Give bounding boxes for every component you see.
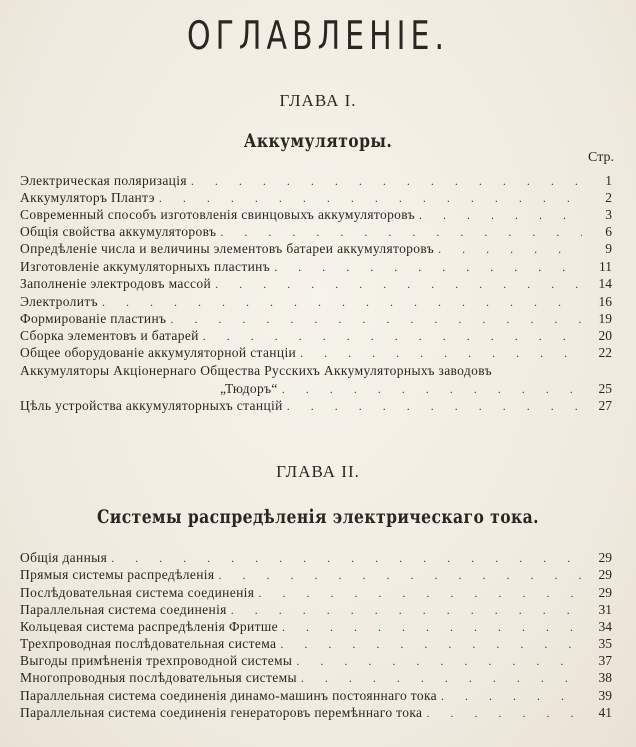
- dot-leader: [280, 637, 582, 652]
- toc-entry: [20, 190, 612, 208]
- page-title: ОГЛАВЛЕНІЕ.: [187, 14, 449, 60]
- dot-leader: [282, 382, 582, 397]
- toc-entry-text: Общія данныя: [20, 550, 108, 565]
- toc-entry-text: Электрическая поляризація: [20, 173, 187, 188]
- toc-entry-page: 38: [598, 670, 612, 685]
- toc-entry-text: „Тюдоръ“: [220, 381, 278, 396]
- toc-entry-page: 22: [598, 345, 612, 360]
- toc-entry-text: Аккумуляторы Акціонернаго Общества Русскихъ Аккумуляторныхъ заводовъ: [20, 363, 492, 378]
- toc-entry: [20, 602, 612, 620]
- toc-entry: [20, 653, 612, 671]
- toc-entry-page: 20: [598, 328, 612, 343]
- dot-leader: [102, 295, 582, 310]
- dot-leader: [274, 260, 582, 275]
- toc-entry-text: Кольцевая система распредѣленія Фритше: [20, 619, 278, 634]
- dot-leader: [159, 191, 582, 206]
- toc-entry-page: 3: [605, 207, 612, 222]
- toc-entry: [20, 294, 612, 312]
- toc-entry-page: 27: [598, 398, 612, 413]
- toc-entry: [20, 363, 612, 381]
- toc-entry: [20, 276, 612, 294]
- toc-entry-page: 19: [598, 311, 612, 326]
- toc-entry-page: 29: [598, 585, 612, 600]
- dot-leader: [419, 208, 582, 223]
- toc-entry-text: Цѣль устройства аккумуляторныхъ станцій: [20, 398, 283, 413]
- dot-leader: [111, 551, 582, 566]
- dot-leader: [441, 689, 582, 704]
- chapter-1-label: ГЛАВА I.: [279, 91, 357, 110]
- toc-entry-text: Опредѣленіе числа и величины элементовъ батареи аккумуляторовъ: [20, 241, 435, 256]
- toc-entry: [20, 550, 612, 568]
- toc-entry-page: 1: [605, 173, 612, 188]
- dot-leader: [231, 603, 582, 618]
- toc-entry-text: Общее оборудованіе аккумуляторной станціи: [20, 345, 297, 360]
- toc-entry: [20, 224, 612, 242]
- dot-leader: [258, 586, 582, 601]
- toc-entry: [20, 567, 612, 585]
- toc-entry: [20, 585, 612, 603]
- chapter-2-heading: Системы распредѣленія электрическаго тока.: [96, 506, 540, 528]
- toc-entry-page: 31: [598, 602, 612, 617]
- dot-leader: [301, 671, 582, 686]
- toc-entry-page: 29: [598, 550, 612, 565]
- dot-leader: [282, 620, 582, 635]
- dot-leader: [220, 225, 582, 240]
- chapter-1-heading: Аккумуляторы.: [243, 130, 393, 152]
- chapter-2-label: ГЛАВА II.: [276, 462, 360, 481]
- toc-entry-page: 16: [598, 294, 612, 309]
- toc-entry-text: Электролитъ: [20, 294, 98, 309]
- toc-entry: [20, 398, 612, 416]
- toc-entry-text: Аккумуляторъ Плантэ: [20, 190, 155, 205]
- dot-leader: [287, 399, 582, 414]
- dot-leader: [203, 329, 582, 344]
- toc-entry: [20, 705, 612, 723]
- toc-entry-text: Прямыя системы распредѣленія: [20, 567, 215, 582]
- toc-entry-text: Формированіе пластинъ: [20, 311, 167, 326]
- dot-leader: [170, 312, 582, 327]
- toc-entry-page: 14: [598, 276, 612, 291]
- toc-entry-page: 41: [598, 705, 612, 720]
- toc-entry: [20, 345, 612, 363]
- toc-entry-page: 35: [598, 636, 612, 651]
- toc-entry-text: Выгоды примѣненія трехпроводной системы: [20, 653, 293, 668]
- toc-entry: [20, 259, 612, 277]
- toc-entry: [20, 207, 612, 225]
- toc-entry: [20, 619, 612, 637]
- toc-entry-text: Современный способъ изготовленія свинцовыхъ аккумуляторовъ: [20, 207, 415, 222]
- toc-entry-text: Параллельная система соединенія генераторовъ перемѣннаго тока: [20, 705, 423, 720]
- toc-entry-page: 34: [598, 619, 612, 634]
- dot-leader: [438, 242, 582, 257]
- toc-entry: [20, 173, 612, 191]
- toc-entry: [20, 311, 612, 329]
- toc-entry-text: Изготовленіе аккумуляторныхъ пластинъ: [20, 259, 271, 274]
- toc-entry: [20, 670, 612, 688]
- toc-entry-page: 39: [598, 688, 612, 703]
- toc-entry-text: Заполненіе электродовъ массой: [20, 276, 212, 291]
- toc-entry-text: Сборка элементовъ и батарей: [20, 328, 199, 343]
- toc-entry: [20, 241, 612, 259]
- dot-leader: [191, 174, 582, 189]
- toc-entry-continuation: [20, 381, 612, 399]
- toc-entry-page: 2: [605, 190, 612, 205]
- toc-entry-page: 11: [599, 259, 612, 274]
- toc-entry: [20, 328, 612, 346]
- toc-entry: [20, 688, 612, 706]
- toc-entry-page: 29: [598, 567, 612, 582]
- toc-entry-text: Параллельная система соединенія динамо-машинъ постояннаго тока: [20, 688, 438, 703]
- toc-entry-text: Многопроводныя послѣдовательныя системы: [20, 670, 297, 685]
- toc-entry-text: Трехпроводная послѣдовательная система: [20, 636, 277, 651]
- toc-entry-page: 9: [605, 241, 612, 256]
- toc-entry-text: Параллельная система соединенія: [20, 602, 227, 617]
- toc-entry-page: 37: [598, 653, 612, 668]
- dot-leader: [426, 706, 582, 721]
- dot-leader: [300, 346, 582, 361]
- toc-entry-page: 25: [598, 381, 612, 396]
- dot-leader: [296, 654, 582, 669]
- toc-entry: [20, 636, 612, 654]
- page-column-header: Стр.: [588, 150, 614, 165]
- toc-entry-page: 6: [605, 224, 612, 239]
- dot-leader: [215, 277, 582, 292]
- toc-entry-text: Послѣдовательная система соединенія: [20, 585, 255, 600]
- dot-leader: [218, 568, 582, 583]
- toc-entry-text: Общія свойства аккумуляторовъ: [20, 224, 217, 239]
